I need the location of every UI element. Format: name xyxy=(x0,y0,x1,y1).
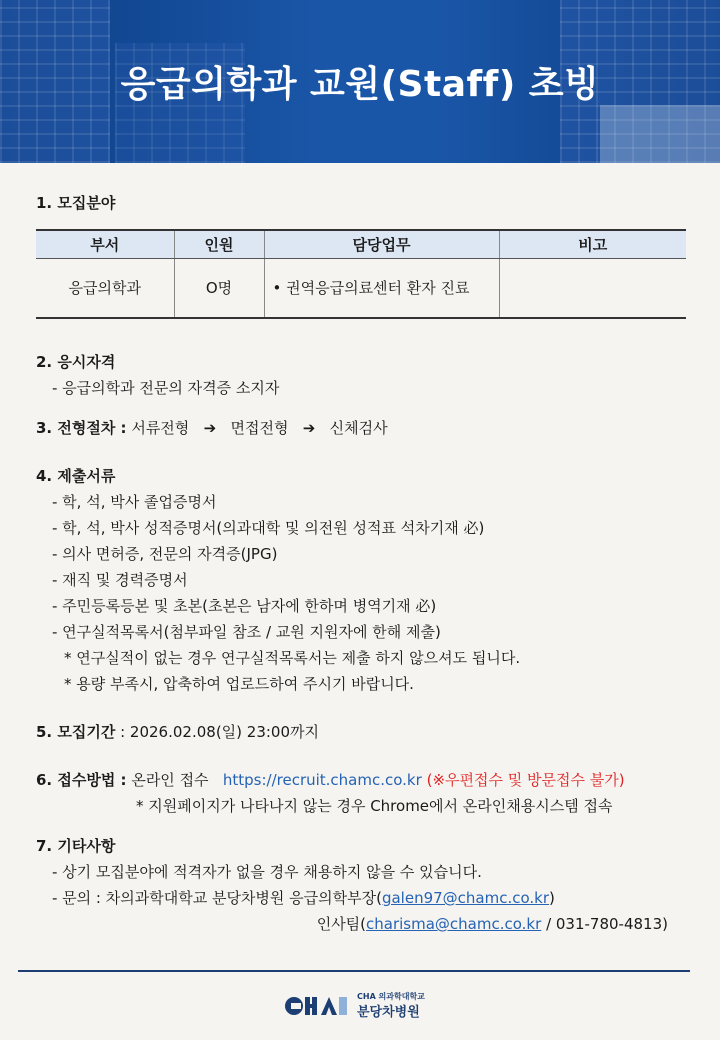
table-cell-duty: • 권역응급의료센터 환자 진료 xyxy=(264,258,499,318)
cha-logo-icon xyxy=(285,995,347,1017)
hr-text: / 031-780-4813) xyxy=(541,915,668,933)
hospital-logo xyxy=(285,991,445,1019)
paren: ( xyxy=(426,771,433,789)
table-header: 담당업무 xyxy=(264,230,499,258)
section-process xyxy=(36,415,686,441)
table-row xyxy=(36,258,686,318)
logo-name: 분당차병원 xyxy=(357,1005,420,1020)
table-header: 인원 xyxy=(174,230,264,258)
recruit-link[interactable]: https://recruit.chamc.co.kr xyxy=(222,771,422,789)
paren: ) xyxy=(618,771,625,789)
page-title: 응급의학과 교원(Staff) 초빙 xyxy=(120,64,600,105)
apply-note: * 지원페이지가 나타나지 않는 경우 Chrome에서 온라인채용시스템 접속 xyxy=(136,797,613,815)
apply-method: 온라인 접수 xyxy=(131,771,209,789)
warning-text: ※우편접수 및 방문접수 불가 xyxy=(432,771,619,789)
section-period xyxy=(36,719,686,745)
list-item: - 학, 석, 박사 졸업증명서 xyxy=(52,493,217,511)
recruit-table xyxy=(36,229,686,319)
list-item: - 의사 면허증, 전문의 자격증(JPG) xyxy=(52,545,278,563)
list-item: - 학, 석, 박사 성적증명서(의과대학 및 의전원 성적표 석차기재 必) xyxy=(52,519,485,537)
period-value: : 2026.02.08(일) 23:00까지 xyxy=(120,723,319,741)
hr-email-link[interactable]: charisma@chamc.co.kr xyxy=(366,915,542,933)
table-cell-note xyxy=(499,258,686,318)
process-step: 서류전형 xyxy=(131,419,190,437)
hr-contact-line xyxy=(36,911,686,937)
contact-email-link[interactable]: galen97@chamc.co.kr xyxy=(381,889,550,907)
contact-text: - 문의 : 차의과학대학교 분당차병원 응급의학부장( xyxy=(52,889,382,907)
section-recruit-field-title: 1. 모집분야 xyxy=(36,194,116,212)
process-step: 신체검사 xyxy=(329,419,388,437)
section-apply-title: 6. 접수방법 : xyxy=(36,771,127,789)
table-header-row xyxy=(36,230,686,258)
list-item: - 연구실적목록서(첨부파일 참조 / 교원 지원자에 한해 제출) xyxy=(52,623,441,641)
header-banner xyxy=(0,0,720,163)
contact-line xyxy=(36,885,686,911)
section-process-title: 3. 전형절차 : xyxy=(36,419,127,437)
process-step: 면접전형 xyxy=(230,419,289,437)
section-documents-title: 4. 제출서류 xyxy=(36,467,116,485)
arrow-icon: ➔ xyxy=(302,419,316,437)
list-note: * 용량 부족시, 압축하여 업로드하여 주시기 바랍니다. xyxy=(64,675,414,693)
table-cell-dept: 응급의학과 xyxy=(36,258,174,318)
list-item: - 주민등록등본 및 초본(초본은 남자에 한하며 병역기재 必) xyxy=(52,597,437,615)
footer-divider xyxy=(18,970,690,972)
list-note: * 연구실적이 없는 경우 연구실적목록서는 제출 하지 않으셔도 됩니다. xyxy=(64,649,521,667)
table-cell-count: O명 xyxy=(174,258,264,318)
list-item: - 재직 및 경력증명서 xyxy=(52,571,188,589)
notice-body xyxy=(36,192,686,937)
list-item: - 응급의학과 전문의 자격증 소지자 xyxy=(52,379,280,397)
section-apply xyxy=(36,767,686,793)
table-header: 부서 xyxy=(36,230,174,258)
section-period-title: 5. 모집기간 xyxy=(36,723,116,741)
contact-text: ) xyxy=(549,889,555,907)
list-item: - 상기 모집분야에 적격자가 없을 경우 채용하지 않을 수 있습니다. xyxy=(52,863,482,881)
building-image xyxy=(600,105,720,163)
logo-subtitle: CHA 의과학대학교 xyxy=(357,992,425,1001)
section-qualification-title: 2. 응시자격 xyxy=(36,353,116,371)
hr-text: 인사팀( xyxy=(316,915,367,933)
table-header: 비고 xyxy=(499,230,686,258)
section-etc-title: 7. 기타사항 xyxy=(36,837,116,855)
arrow-icon: ➔ xyxy=(203,419,217,437)
